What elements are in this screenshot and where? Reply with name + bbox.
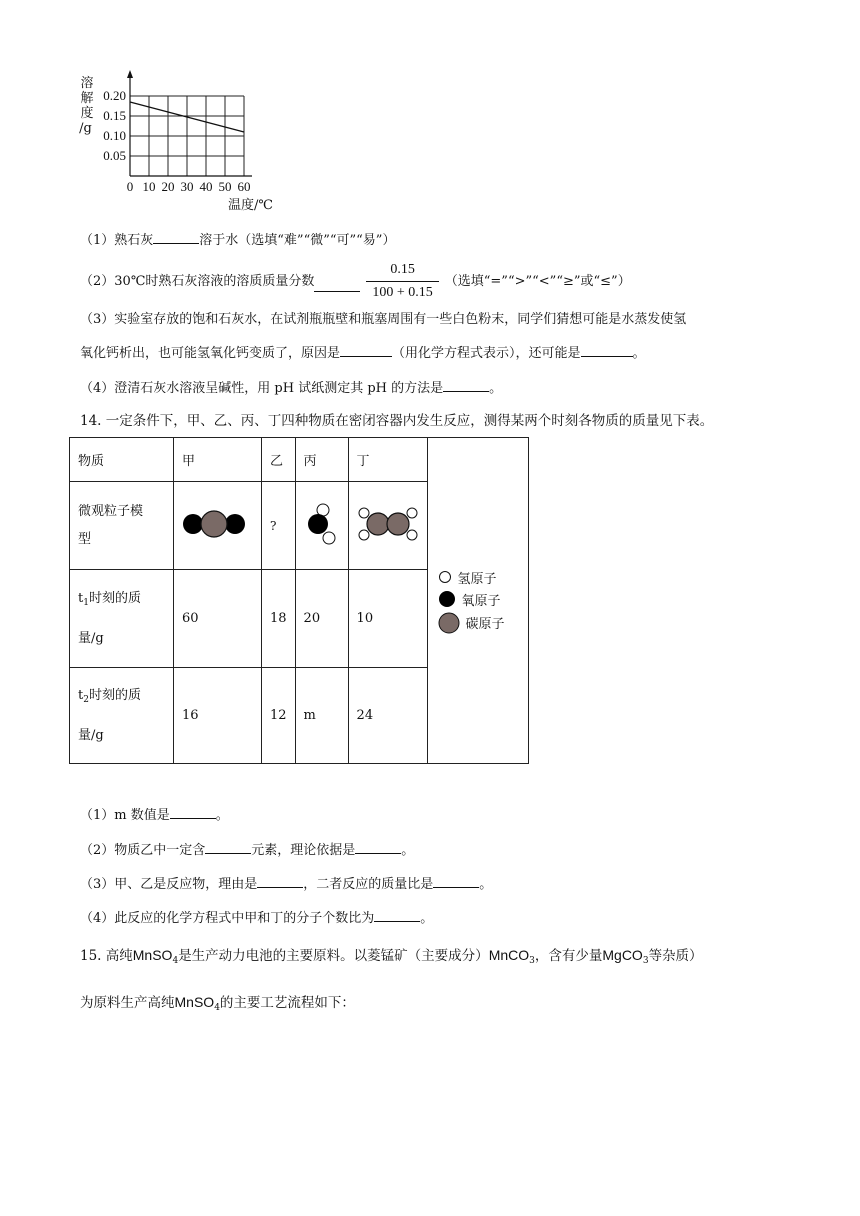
answer-blank[interactable] [443, 378, 489, 392]
y-label-char-1: 溶 [80, 76, 94, 91]
x-tick-label: 40 [199, 179, 213, 194]
legend-label: 碳原子 [465, 617, 505, 632]
q15-line2 [80, 992, 355, 1018]
q15-text: 的主要工艺流程如下： [219, 995, 355, 1011]
q13-part3-line2 [80, 343, 646, 364]
table-cell: m [295, 668, 348, 764]
label-text: 量/g [78, 727, 104, 743]
y-label-char-2: 解 [80, 91, 94, 106]
x-tick-label: 20 [161, 179, 175, 194]
q13-part2 [80, 260, 631, 303]
formula-subscript: 3 [529, 956, 535, 966]
table-header-row [70, 438, 529, 482]
table-header-cell: 乙 [262, 438, 296, 482]
answer-blank[interactable] [355, 840, 401, 854]
q15-text: ，含有少量 [534, 948, 603, 964]
table-header-cell: 甲 [174, 438, 262, 482]
q15-text: 是生产动力电池的主要原料。以菱锰矿（主要成分） [178, 948, 489, 964]
answer-blank[interactable] [170, 805, 216, 819]
q14-part1-end: 。 [215, 808, 229, 823]
q13-part2-post: （选填“=”“>”“<”“≥”或“≤”） [444, 273, 631, 289]
q14-stem: 14. 一定条件下，甲、乙、丙、丁四种物质在密闭容器内发生反应，测得某两个时刻各物质的质量见下表。 [80, 413, 714, 429]
q14-part1 [80, 805, 229, 826]
legend-oxygen [438, 590, 518, 609]
q14-part3-text: （3）甲、乙是反应物，理由是 [80, 877, 258, 892]
y-label-char-3: 度 [80, 106, 94, 121]
label-text: t [78, 590, 84, 606]
x-tick-label: 30 [180, 179, 194, 194]
table-row-label [70, 570, 174, 668]
formula-subscript: 4 [214, 1003, 220, 1013]
table-row-label [70, 482, 174, 570]
table-cell: 16 [174, 668, 262, 764]
y-label-char-4: /g [79, 121, 92, 136]
x-tick-label: 10 [142, 179, 156, 194]
carbon-atom-icon [438, 612, 460, 634]
q14-part4-text: （4）此反应的化学方程式中甲和丁的分子个数比为 [80, 911, 375, 926]
q13-part4 [80, 378, 502, 399]
table-cell: 20 [295, 570, 348, 668]
formula-subscript: 4 [172, 956, 179, 966]
answer-blank[interactable] [433, 874, 479, 888]
solubility-chart [76, 70, 276, 215]
reaction-table [69, 437, 529, 764]
answer-blank[interactable] [581, 343, 633, 357]
q14-part4 [80, 908, 433, 929]
table-cell: 24 [348, 668, 427, 764]
fraction-denominator: 100 + 0.15 [372, 285, 433, 300]
legend-carbon [438, 612, 518, 634]
x-tick-label: 50 [218, 179, 232, 194]
q13-part1-post: 溶于水（选填“难”“微”“可”“易”） [199, 233, 396, 248]
label-text: 量/g [78, 630, 104, 646]
q13-part1 [80, 230, 395, 251]
q13-part4-end: 。 [489, 381, 503, 396]
table-cell: 18 [262, 570, 296, 668]
q13-part3-line1: （3）实验室存放的饱和石灰水，在试剂瓶瓶壁和瓶塞周围有一些白色粉末，同学们猜想可能是水蒸发使氢 [80, 312, 687, 327]
table-cell: 10 [348, 570, 427, 668]
answer-blank[interactable] [314, 278, 360, 292]
q14-part3-end: 。 [479, 877, 493, 892]
co2-model-cell [174, 482, 262, 570]
q14-part2-end: 。 [401, 843, 415, 858]
fraction-numerator: 0.15 [366, 260, 438, 282]
atom-legend [427, 438, 528, 764]
q13-part3-text-b: （用化学方程式表示），还可能是 [392, 346, 581, 361]
q14-part4-end: 。 [420, 911, 434, 926]
label-text: 型 [78, 531, 92, 547]
answer-blank[interactable] [205, 840, 251, 854]
formula-mnso4: MnSO [174, 994, 215, 1010]
c2h4-molecule-icon [357, 504, 419, 544]
formula-subscript: 3 [642, 956, 649, 966]
q14-part3 [80, 874, 492, 895]
legend-hydrogen [438, 568, 518, 587]
q14-part2-mid: 元素，理论依据是 [251, 843, 356, 858]
h2o-molecule-icon [304, 501, 340, 547]
h2o-model-cell [295, 482, 348, 570]
hydrogen-atom-icon [438, 570, 452, 584]
fraction [366, 260, 438, 303]
x-axis-label: 温度/℃ [228, 198, 273, 213]
table-header-cell: 丁 [348, 438, 427, 482]
q13-part2-pre: （2）30℃时熟石灰溶液的溶质质量分数 [80, 273, 315, 289]
q15-line1 [80, 945, 703, 971]
answer-blank[interactable] [257, 874, 303, 888]
y-tick-label: 0.10 [103, 128, 126, 143]
unknown-model-cell: ? [262, 482, 296, 570]
y-tick-label: 0.20 [103, 88, 126, 103]
oxygen-atom-icon [438, 590, 456, 608]
table-cell: 12 [262, 668, 296, 764]
formula-mgco3: MgCO [602, 947, 643, 963]
label-text: 微观粒子模 [78, 503, 144, 519]
y-axis-label [79, 76, 95, 136]
table-row-label [70, 668, 174, 764]
q13-part3-text-c: 。 [632, 346, 646, 361]
q13-part3-text-a: 氧化钙析出，也可能氢氧化钙变质了，原因是 [80, 346, 341, 361]
label-text: t [78, 687, 84, 703]
y-tick-label: 0.05 [103, 148, 126, 163]
label-subscript: 2 [83, 694, 89, 705]
y-tick-label: 0.15 [103, 108, 126, 123]
formula-mnso4: MnSO [132, 947, 173, 963]
x-tick-label: 60 [237, 179, 251, 194]
y-axis-arrow-icon [127, 70, 133, 78]
q14-part3-mid: ，二者反应的质量比是 [303, 877, 434, 892]
c2h4-model-cell [348, 482, 427, 570]
q15-text: 为原料生产高纯 [80, 995, 175, 1011]
answer-blank[interactable] [340, 343, 392, 357]
label-subscript: 1 [83, 597, 89, 608]
legend-label: 氧原子 [461, 593, 501, 609]
table-header-cell: 物质 [70, 438, 174, 482]
x-tick-label: 0 [126, 179, 134, 194]
q14-part1-text: （1）m 数值是 [80, 808, 170, 823]
answer-blank[interactable] [153, 230, 199, 244]
q14-part2-text: （2）物质乙中一定含 [80, 843, 206, 858]
q13-part4-text: （4）澄清石灰水溶液呈碱性，用 pH 试纸测定其 pH 的方法是 [80, 381, 444, 396]
formula-mnco3: MnCO [488, 947, 530, 963]
table-header-cell: 丙 [295, 438, 348, 482]
table-cell: 60 [174, 570, 262, 668]
q13-part1-pre: （1）熟石灰 [80, 233, 154, 248]
co2-molecule-icon [182, 509, 246, 539]
label-text: 时刻的质 [88, 590, 141, 606]
legend-label: 氢原子 [457, 571, 497, 587]
answer-blank[interactable] [374, 908, 420, 922]
q14-part2 [80, 840, 414, 861]
q15-text: 等杂质） [648, 948, 703, 964]
q15-text: 15. 高纯 [80, 948, 133, 964]
label-text: 时刻的质 [88, 687, 141, 703]
